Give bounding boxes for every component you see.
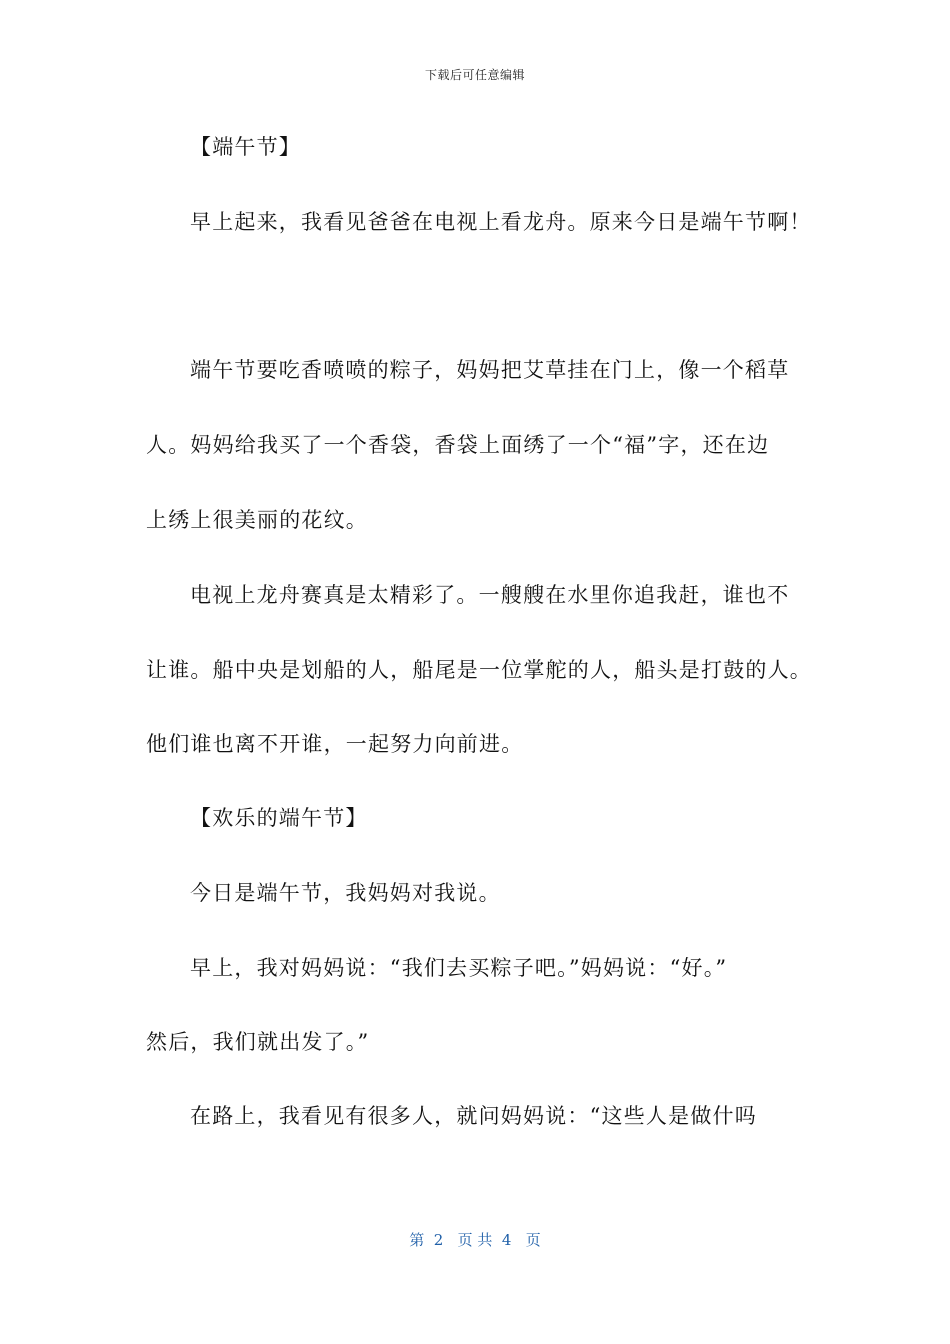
paragraph-line: 电视上龙舟赛真是太精彩了。一艘艘在水里你追我赶，谁也不 (190, 583, 790, 607)
page-header-note: 下载后可任意编辑 (424, 68, 525, 82)
paragraph-line: 早上，我对妈妈说：“我们去买粽子吧。”妈妈说：“好。” (190, 956, 728, 980)
paragraph-line: 让谁。船中央是划船的人，船尾是一位掌舵的人，船头是打鼓的人。 (146, 658, 812, 682)
paragraph-line: 今日是端午节，我妈妈对我说。 (190, 881, 501, 905)
paragraph-line: 端午节要吃香喷喷的粽子，妈妈把艾草挂在门上，像一个稻草 (190, 358, 790, 382)
paragraph-line: 早上起来，我看见爸爸在电视上看龙舟。原来今日是端午节啊！ (190, 210, 812, 234)
paragraph-line: 人。妈妈给我买了一个香袋，香袋上面绣了一个“福”字，还在边 (146, 433, 770, 457)
page-number-footer: 第 2 页 共 4 页 (409, 1231, 541, 1249)
paragraph-line: 在路上，我看见有很多人，就问妈妈说：“这些人是做什吗 (190, 1104, 757, 1128)
paragraph-line: 他们谁也离不开谁，一起努力向前进。 (146, 732, 524, 756)
section-title-happy-dragon-boat-festival: 【欢乐的端午节】 (190, 806, 368, 830)
section-title-dragon-boat-festival: 【端午节】 (190, 135, 301, 159)
paragraph-line: 上绣上很美丽的花纹。 (146, 508, 368, 532)
paragraph-line: 然后，我们就出发了。” (146, 1030, 370, 1054)
